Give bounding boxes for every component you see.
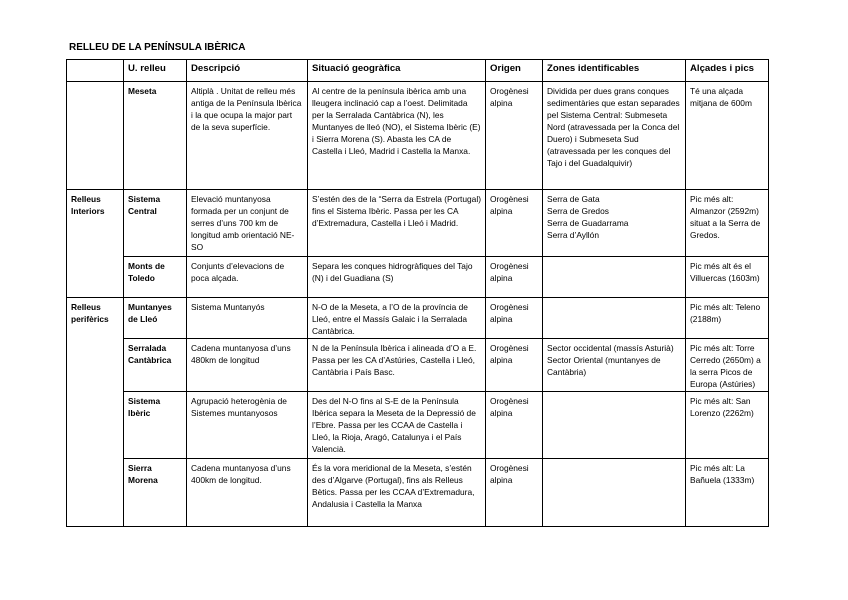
zones-cell bbox=[543, 392, 686, 459]
description-cell: Cadena muntanyosa d’uns 400km de longitud. bbox=[187, 459, 308, 527]
unit-cell: Sistema Ibèric bbox=[124, 392, 187, 459]
unit-cell: Muntanyes de Lleó bbox=[124, 298, 187, 339]
origin-cell: Orogènesi alpina bbox=[486, 459, 543, 527]
description-cell: Elevació muntanyosa formada per un conjunt de serres d’uns 700 km de longitud amb orientació NE-SO bbox=[187, 190, 308, 257]
header-cell-description: Descripció bbox=[187, 60, 308, 82]
header-cell-heights: Alçades i pics bbox=[686, 60, 769, 82]
table-row bbox=[67, 339, 769, 392]
zones-cell bbox=[543, 459, 686, 527]
group-cell-periferics: Relleus perifèrics bbox=[67, 298, 124, 527]
description-cell: Altiplà . Unitat de relleu més antiga de la Península Ibèrica i la que ocupa la major part de la seva superfície. bbox=[187, 82, 308, 190]
description-cell: Sistema Muntanyós bbox=[187, 298, 308, 339]
heights-cell: Pic més alt: Torre Cerredo (2650m) a la serra Picos de Europa (Astúries) bbox=[686, 339, 769, 392]
unit-cell: Sistema Central bbox=[124, 190, 187, 257]
unit-cell: Serralada Cantàbrica bbox=[124, 339, 187, 392]
header-cell-location: Situació geogràfica bbox=[308, 60, 486, 82]
header-cell-group bbox=[67, 60, 124, 82]
location-cell: Al centre de la península ibèrica amb una lleugera inclinació cap a l’oest. Delimitada per la Serralada Cantàbrica (N), les Muntanyes de lleó (NO), el Sistema Ibèric (E) i Sierra Morena (S). Abasta les CA de Castella i Lleó, Madrid i Castella la Manxa. bbox=[308, 82, 486, 190]
location-cell: És la vora meridional de la Meseta, s’estén des d’Algarve (Portugal), fins als Relleus Bètics. Passa per les CCAA d’Extremadura, Andalusia i Castella la Manxa bbox=[308, 459, 486, 527]
location-cell: S’estén des de la “Serra da Estrela (Portugal) fins el Sistema Ibèric. Passa per les CA d’Extremadura, Castella i Lleó i Madrid. bbox=[308, 190, 486, 257]
zones-cell: Serra de Gata Serra de Gredos Serra de Guadarrama Serra d’Ayllón bbox=[543, 190, 686, 257]
table-row bbox=[67, 298, 769, 339]
zones-cell: Sector occidental (massís Asturià) Sector Oriental (muntanyes de Cantàbria) bbox=[543, 339, 686, 392]
zones-cell: Dividida per dues grans conques sedimentàries que estan separades pel Sistema Central: Submeseta Nord (atravessada per la Conca del Duero) i Submeseta Sud (atravessada per les conques del Tajo i del Guadalquivir) bbox=[543, 82, 686, 190]
zones-cell bbox=[543, 257, 686, 298]
heights-cell: Té una alçada mitjana de 600m bbox=[686, 82, 769, 190]
heights-cell: Pic més alt: Almanzor (2592m) situat a la Serra de Gredos. bbox=[686, 190, 769, 257]
group-cell-interiors: Relleus Interiors bbox=[67, 190, 124, 298]
origin-cell: Orogènesi alpina bbox=[486, 339, 543, 392]
header-cell-unit: U. relleu bbox=[124, 60, 187, 82]
header-row bbox=[67, 60, 769, 82]
description-cell: Agrupació heterogènia de Sistemes muntanyosos bbox=[187, 392, 308, 459]
origin-cell: Orogènesi alpina bbox=[486, 392, 543, 459]
origin-cell: Orogènesi alpina bbox=[486, 257, 543, 298]
page-title: RELLEU DE LA PENÍNSULA IBÈRICA bbox=[69, 42, 246, 53]
group-cell-empty bbox=[67, 82, 124, 190]
location-cell: Des del N-O fins al S-E de la Península Ibèrica separa la Meseta de la Depressió de l’Ebre. Passa per les CCAA de Castella i Lleó, la Rioja, Aragó, Catalunya i el País Valencià. bbox=[308, 392, 486, 459]
unit-cell: Monts de Toledo bbox=[124, 257, 187, 298]
unit-cell: Sierra Morena bbox=[124, 459, 187, 527]
location-cell: Separa les conques hidrogràfiques del Tajo (N) i del Guadiana (S) bbox=[308, 257, 486, 298]
heights-cell: Pic més alt és el Villuercas (1603m) bbox=[686, 257, 769, 298]
origin-cell: Orogènesi alpina bbox=[486, 298, 543, 339]
origin-cell: Orogènesi alpina bbox=[486, 190, 543, 257]
origin-cell: Orogènesi alpina bbox=[486, 82, 543, 190]
table-row bbox=[67, 190, 769, 257]
relief-table bbox=[66, 59, 769, 527]
location-cell: N-O de la Meseta, a l’O de la província de Lleó, entre el Massís Galaic i la Serralada Cantàbrica. bbox=[308, 298, 486, 339]
location-cell: N de la Península Ibèrica i alineada d’O a E. Passa per les CA d’Astúries, Castella i Lleó, Cantàbria i País Basc. bbox=[308, 339, 486, 392]
header-cell-zones: Zones identificables bbox=[543, 60, 686, 82]
heights-cell: Pic més alt: La Bañuela (1333m) bbox=[686, 459, 769, 527]
heights-cell: Pic més alt: Teleno (2188m) bbox=[686, 298, 769, 339]
table-row bbox=[67, 82, 769, 190]
heights-cell: Pic més alt: San Lorenzo (2262m) bbox=[686, 392, 769, 459]
header-cell-origin: Origen bbox=[486, 60, 543, 82]
table-row bbox=[67, 459, 769, 527]
table-row bbox=[67, 392, 769, 459]
description-cell: Conjunts d’elevacions de poca alçada. bbox=[187, 257, 308, 298]
zones-cell bbox=[543, 298, 686, 339]
unit-cell: Meseta bbox=[124, 82, 187, 190]
table-row bbox=[67, 257, 769, 298]
description-cell: Cadena muntanyosa d’uns 480km de longitud bbox=[187, 339, 308, 392]
